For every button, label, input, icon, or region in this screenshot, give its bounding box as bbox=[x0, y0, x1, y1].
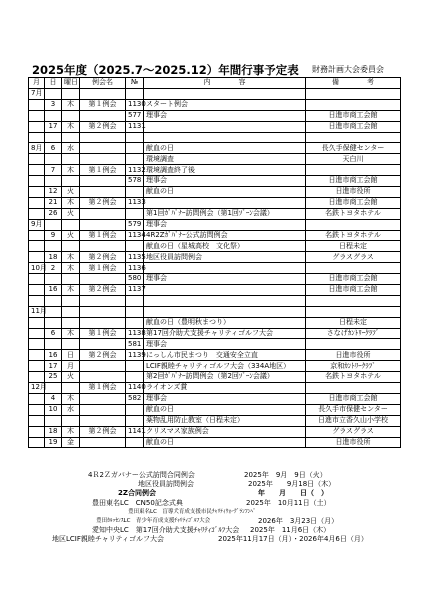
cell-month: 12月 bbox=[29, 383, 45, 394]
table-row bbox=[29, 132, 401, 143]
cell-content: 第1回ｶﾞﾊﾞﾅｰ訪問例会（第1回ｿﾞｰﾝ会議） bbox=[144, 208, 306, 219]
footer-event-date: 2025年 9月 9日（火） bbox=[244, 471, 327, 479]
table-row bbox=[29, 241, 401, 252]
footer-row bbox=[28, 525, 400, 534]
cell-month bbox=[29, 230, 45, 241]
cell-weekday: 水 bbox=[62, 404, 80, 415]
cell-number bbox=[126, 437, 144, 448]
cell-day: 16 bbox=[45, 350, 62, 361]
table-row bbox=[29, 176, 401, 187]
table-row bbox=[29, 383, 401, 394]
cell-content bbox=[144, 132, 306, 143]
cell-content bbox=[144, 285, 306, 296]
footer-events bbox=[28, 470, 400, 544]
table-header bbox=[29, 78, 401, 89]
cell-weekday: 火 bbox=[62, 208, 80, 219]
table-row bbox=[29, 437, 401, 448]
table-row bbox=[29, 404, 401, 415]
col-header-day: 日 bbox=[45, 78, 62, 89]
cell-content: 4R2Zｶﾞﾊﾞﾅｰ公式訪問例会 bbox=[144, 230, 306, 241]
cell-day bbox=[45, 219, 62, 230]
cell-number: 1140 bbox=[126, 383, 144, 394]
cell-month bbox=[29, 99, 45, 110]
cell-number bbox=[126, 241, 144, 252]
footer-event-label: 地区役員訪問例会 bbox=[138, 480, 194, 489]
cell-content: 献血の日 bbox=[144, 187, 306, 198]
cell-meeting: 第１例会 bbox=[80, 99, 126, 110]
cell-remarks: 日進市商工会館 bbox=[306, 197, 401, 208]
cell-remarks: 京和ｶﾝﾄﾘｰｸﾗﾌﾞ bbox=[306, 361, 401, 372]
cell-day: 21 bbox=[45, 197, 62, 208]
footer-row bbox=[28, 488, 400, 497]
cell-weekday bbox=[62, 241, 80, 252]
table-row bbox=[29, 372, 401, 383]
cell-number bbox=[126, 361, 144, 372]
cell-remarks: 名鉄トヨタホテル bbox=[306, 230, 401, 241]
table-row bbox=[29, 274, 401, 285]
footer-row bbox=[28, 470, 400, 479]
cell-content: 献血の日 bbox=[144, 404, 306, 415]
cell-month bbox=[29, 372, 45, 383]
cell-remarks: 日進市商工会館 bbox=[306, 110, 401, 121]
cell-weekday: 月 bbox=[62, 361, 80, 372]
cell-meeting: 第１例会 bbox=[80, 263, 126, 274]
cell-weekday bbox=[62, 339, 80, 350]
cell-day bbox=[45, 383, 62, 394]
cell-remarks bbox=[306, 383, 401, 394]
cell-number: 1138 bbox=[126, 328, 144, 339]
cell-month bbox=[29, 317, 45, 328]
cell-meeting bbox=[80, 208, 126, 219]
cell-content: 第17回介助犬支援チャリティゴルフ大会 bbox=[144, 328, 306, 339]
cell-day: 17 bbox=[45, 361, 62, 372]
col-header-content: 内 容 bbox=[144, 78, 306, 89]
cell-day: 26 bbox=[45, 208, 62, 219]
footer-event-label: 豊田東名LC 盲導犬育成支援市民ﾁｬﾘﾃｨｳｫｰｸﾞﾗﾝﾌﾝﾍﾟ bbox=[128, 508, 256, 515]
cell-remarks bbox=[306, 165, 401, 176]
cell-remarks: 日進市商工会館 bbox=[306, 274, 401, 285]
cell-month: 8月 bbox=[29, 143, 45, 154]
cell-meeting bbox=[80, 176, 126, 187]
cell-weekday bbox=[62, 154, 80, 165]
cell-day: 6 bbox=[45, 328, 62, 339]
cell-month bbox=[29, 426, 45, 437]
col-header-remarks: 備 考 bbox=[306, 78, 401, 89]
cell-content: 理事会 bbox=[144, 339, 306, 350]
footer-event-label: 豊田ｶﾙｯｾﾝｽLC 青少年育成支援ﾁｬﾘﾃｨｺﾞﾙﾌ大会 bbox=[96, 517, 211, 524]
cell-number bbox=[126, 143, 144, 154]
cell-meeting bbox=[80, 143, 126, 154]
cell-month bbox=[29, 208, 45, 219]
cell-day: 3 bbox=[45, 99, 62, 110]
table-row bbox=[29, 165, 401, 176]
cell-remarks: さなげｶﾝﾄﾘｰｸﾗﾌﾞ bbox=[306, 328, 401, 339]
cell-month bbox=[29, 274, 45, 285]
cell-weekday: 木 bbox=[62, 263, 80, 274]
cell-content: 献血の日（星城高校 文化祭） bbox=[144, 241, 306, 252]
footer-event-date: 2025年11月17日（月）・2026年4月6日（月） bbox=[218, 535, 368, 544]
cell-weekday: 火 bbox=[62, 372, 80, 383]
cell-number bbox=[126, 415, 144, 426]
footer-row bbox=[28, 507, 400, 516]
cell-meeting bbox=[80, 154, 126, 165]
cell-meeting: 第１例会 bbox=[80, 230, 126, 241]
cell-month bbox=[29, 437, 45, 448]
cell-meeting: 第２例会 bbox=[80, 121, 126, 132]
cell-month bbox=[29, 121, 45, 132]
cell-day: 17 bbox=[45, 121, 62, 132]
cell-day bbox=[45, 132, 62, 143]
cell-remarks: 日進市役所 bbox=[306, 187, 401, 198]
cell-month: 11月 bbox=[29, 306, 45, 317]
cell-remarks: 日進市商工会館 bbox=[306, 121, 401, 132]
footer-event-label: 地区LCIF親睦チャリティゴルフ大会 bbox=[52, 535, 164, 544]
cell-month bbox=[29, 361, 45, 372]
cell-meeting bbox=[80, 339, 126, 350]
footer-row bbox=[28, 498, 400, 507]
cell-meeting bbox=[80, 437, 126, 448]
cell-content: 地区役員訪問例会 bbox=[144, 252, 306, 263]
cell-content: 理事会 bbox=[144, 110, 306, 121]
cell-weekday: 火 bbox=[62, 187, 80, 198]
cell-content bbox=[144, 263, 306, 274]
cell-meeting: 第２例会 bbox=[80, 350, 126, 361]
cell-meeting bbox=[80, 132, 126, 143]
cell-number bbox=[126, 295, 144, 306]
table-row bbox=[29, 350, 401, 361]
footer-event-date: 2025年 10月11日（土） bbox=[246, 498, 331, 507]
cell-weekday bbox=[62, 306, 80, 317]
cell-remarks: 日進市商工会館 bbox=[306, 285, 401, 296]
cell-meeting bbox=[80, 274, 126, 285]
cell-day bbox=[45, 295, 62, 306]
cell-number bbox=[126, 187, 144, 198]
cell-weekday: 木 bbox=[62, 197, 80, 208]
cell-month bbox=[29, 110, 45, 121]
cell-day bbox=[45, 274, 62, 285]
cell-content: 理事会 bbox=[144, 393, 306, 404]
cell-number: 1136 bbox=[126, 263, 144, 274]
cell-day bbox=[45, 89, 62, 100]
table-row bbox=[29, 208, 401, 219]
cell-number: 1135 bbox=[126, 252, 144, 263]
cell-remarks: 日進市商工会館 bbox=[306, 176, 401, 187]
cell-meeting bbox=[80, 241, 126, 252]
table-row bbox=[29, 187, 401, 198]
cell-remarks bbox=[306, 263, 401, 274]
table-row bbox=[29, 99, 401, 110]
cell-number: 1139 bbox=[126, 350, 144, 361]
cell-month bbox=[29, 285, 45, 296]
cell-content: ライオンズ賞 bbox=[144, 383, 306, 394]
table-row bbox=[29, 426, 401, 437]
cell-month: 10月 bbox=[29, 263, 45, 274]
cell-day: 10 bbox=[45, 404, 62, 415]
committee-name: 財務計画大会委員会 bbox=[312, 65, 384, 74]
cell-number: 1137 bbox=[126, 285, 144, 296]
cell-month: 7月 bbox=[29, 89, 45, 100]
cell-number: 579 bbox=[126, 219, 144, 230]
cell-number: 580 bbox=[126, 274, 144, 285]
cell-number: 1132 bbox=[126, 165, 144, 176]
cell-day: 9 bbox=[45, 230, 62, 241]
cell-meeting: 第１例会 bbox=[80, 165, 126, 176]
cell-remarks bbox=[306, 132, 401, 143]
cell-weekday bbox=[62, 110, 80, 121]
col-header-weekday: 曜日 bbox=[62, 78, 80, 89]
cell-number: 1131 bbox=[126, 121, 144, 132]
cell-number: 577 bbox=[126, 110, 144, 121]
cell-month bbox=[29, 165, 45, 176]
cell-day bbox=[45, 154, 62, 165]
cell-meeting bbox=[80, 306, 126, 317]
cell-remarks: 長久手保健センター bbox=[306, 143, 401, 154]
cell-number: 1133 bbox=[126, 197, 144, 208]
cell-content: 献血の日 bbox=[144, 143, 306, 154]
cell-remarks bbox=[306, 339, 401, 350]
col-header-number: № bbox=[126, 78, 144, 89]
cell-month bbox=[29, 132, 45, 143]
cell-number bbox=[126, 306, 144, 317]
table-row bbox=[29, 154, 401, 165]
cell-weekday bbox=[62, 295, 80, 306]
cell-number bbox=[126, 404, 144, 415]
footer-event-date: 年 月 日（ ） bbox=[258, 489, 328, 498]
cell-content bbox=[144, 121, 306, 132]
cell-meeting: 第２例会 bbox=[80, 252, 126, 263]
cell-content: 献血の日（豊明秋まつり） bbox=[144, 317, 306, 328]
footer-row bbox=[28, 516, 400, 525]
cell-month bbox=[29, 241, 45, 252]
cell-day bbox=[45, 306, 62, 317]
cell-weekday bbox=[62, 274, 80, 285]
table-row bbox=[29, 393, 401, 404]
cell-month bbox=[29, 252, 45, 263]
cell-remarks bbox=[306, 219, 401, 230]
cell-remarks: 名鉄トヨタホテル bbox=[306, 372, 401, 383]
cell-day: 18 bbox=[45, 426, 62, 437]
table-row bbox=[29, 197, 401, 208]
cell-month bbox=[29, 197, 45, 208]
cell-remarks: 天白川 bbox=[306, 154, 401, 165]
table-row bbox=[29, 121, 401, 132]
cell-number bbox=[126, 208, 144, 219]
cell-meeting bbox=[80, 415, 126, 426]
cell-remarks bbox=[306, 295, 401, 306]
cell-remarks: 日進市商工会館 bbox=[306, 393, 401, 404]
cell-number: 1134 bbox=[126, 230, 144, 241]
table-row bbox=[29, 285, 401, 296]
cell-remarks: 日進市役所 bbox=[306, 350, 401, 361]
cell-remarks: 日進市立香久山小学校 bbox=[306, 415, 401, 426]
cell-day: 12 bbox=[45, 187, 62, 198]
cell-day bbox=[45, 110, 62, 121]
cell-content: スタート例会 bbox=[144, 99, 306, 110]
cell-month bbox=[29, 154, 45, 165]
cell-number: 581 bbox=[126, 339, 144, 350]
cell-content: 理事会 bbox=[144, 219, 306, 230]
cell-weekday: 木 bbox=[62, 99, 80, 110]
cell-number: 1130 bbox=[126, 99, 144, 110]
footer-row bbox=[28, 534, 400, 543]
cell-meeting: 第２例会 bbox=[80, 285, 126, 296]
cell-remarks: 名鉄トヨタホテル bbox=[306, 208, 401, 219]
cell-day: 25 bbox=[45, 372, 62, 383]
cell-meeting bbox=[80, 393, 126, 404]
cell-content: 第2回ｶﾞﾊﾞﾅｰ訪問例会（第2回ｿﾞｰﾝ会議） bbox=[144, 372, 306, 383]
page-title: 2025年度（2025.7～2025.12）年間行事予定表 bbox=[32, 63, 299, 77]
cell-remarks: 日程未定 bbox=[306, 317, 401, 328]
cell-day bbox=[45, 415, 62, 426]
cell-day: 6 bbox=[45, 143, 62, 154]
cell-day: 16 bbox=[45, 285, 62, 296]
cell-meeting bbox=[80, 372, 126, 383]
cell-remarks: 長久手市保健センター bbox=[306, 404, 401, 415]
cell-day: 7 bbox=[45, 165, 62, 176]
cell-remarks bbox=[306, 306, 401, 317]
cell-content: 理事会 bbox=[144, 274, 306, 285]
cell-month: 9月 bbox=[29, 219, 45, 230]
cell-content: 献血の日 bbox=[144, 437, 306, 448]
cell-meeting bbox=[80, 187, 126, 198]
cell-meeting: 第１例会 bbox=[80, 328, 126, 339]
footer-event-label: 愛知中央LC 第17回介助犬支援ﾁｬﾘﾃｨｺﾞﾙﾌ大会 bbox=[92, 526, 240, 535]
cell-day: 4 bbox=[45, 393, 62, 404]
table-row bbox=[29, 328, 401, 339]
cell-content: 薬物乱用防止教室（日程未定） bbox=[144, 415, 306, 426]
cell-meeting bbox=[80, 110, 126, 121]
cell-weekday: 火 bbox=[62, 230, 80, 241]
cell-weekday bbox=[62, 415, 80, 426]
cell-content: LCIF親睦チャリティゴルフ大会（334A地区） bbox=[144, 361, 306, 372]
cell-weekday: 木 bbox=[62, 165, 80, 176]
cell-day bbox=[45, 317, 62, 328]
cell-remarks: グラスグラス bbox=[306, 426, 401, 437]
footer-row bbox=[28, 479, 400, 488]
cell-weekday: 木 bbox=[62, 328, 80, 339]
cell-content bbox=[144, 197, 306, 208]
cell-weekday: 日 bbox=[62, 350, 80, 361]
cell-remarks bbox=[306, 99, 401, 110]
footer-event-date: 2025年 9月18日（木） bbox=[248, 480, 336, 489]
cell-weekday bbox=[62, 176, 80, 187]
cell-meeting bbox=[80, 89, 126, 100]
cell-meeting bbox=[80, 361, 126, 372]
cell-weekday bbox=[62, 219, 80, 230]
cell-day: 2 bbox=[45, 263, 62, 274]
cell-weekday: 木 bbox=[62, 121, 80, 132]
cell-content: クリスマス家族例会 bbox=[144, 426, 306, 437]
table-row bbox=[29, 219, 401, 230]
footer-event-label: 4Ｒ2Ｚガバナー公式訪問合同例会 bbox=[88, 471, 195, 479]
cell-weekday: 木 bbox=[62, 426, 80, 437]
table-row bbox=[29, 230, 401, 241]
table-row bbox=[29, 263, 401, 274]
cell-meeting: 第２例会 bbox=[80, 197, 126, 208]
cell-meeting bbox=[80, 219, 126, 230]
cell-remarks: 日程未定 bbox=[306, 241, 401, 252]
table-row bbox=[29, 415, 401, 426]
cell-content bbox=[144, 89, 306, 100]
table-row bbox=[29, 143, 401, 154]
cell-weekday bbox=[62, 317, 80, 328]
cell-month bbox=[29, 350, 45, 361]
table-row bbox=[29, 361, 401, 372]
cell-number bbox=[126, 372, 144, 383]
cell-month bbox=[29, 393, 45, 404]
cell-day: 18 bbox=[45, 252, 62, 263]
table-row bbox=[29, 110, 401, 121]
cell-weekday: 金 bbox=[62, 437, 80, 448]
col-header-meeting: 例会名 bbox=[80, 78, 126, 89]
cell-meeting bbox=[80, 404, 126, 415]
table-row bbox=[29, 317, 401, 328]
cell-day bbox=[45, 241, 62, 252]
footer-event-label: 豊田東名LC CN50記念式典 bbox=[92, 498, 183, 507]
cell-number bbox=[126, 317, 144, 328]
cell-content bbox=[144, 306, 306, 317]
table-row bbox=[29, 339, 401, 350]
footer-event-label: 2Z合同例会 bbox=[118, 489, 156, 498]
cell-day: 19 bbox=[45, 437, 62, 448]
footer-event-date: 2025年 11月6日（木） bbox=[250, 526, 331, 535]
cell-weekday: 木 bbox=[62, 252, 80, 263]
cell-number bbox=[126, 89, 144, 100]
cell-meeting bbox=[80, 317, 126, 328]
cell-number: 1141 bbox=[126, 426, 144, 437]
cell-day bbox=[45, 339, 62, 350]
cell-number: 582 bbox=[126, 393, 144, 404]
cell-weekday: 木 bbox=[62, 285, 80, 296]
cell-content: 理事会 bbox=[144, 176, 306, 187]
table-row bbox=[29, 89, 401, 100]
cell-month bbox=[29, 339, 45, 350]
cell-number bbox=[126, 154, 144, 165]
footer-event-date: 2026年 3月23日（月） bbox=[258, 516, 339, 525]
cell-content bbox=[144, 295, 306, 306]
table-row bbox=[29, 306, 401, 317]
cell-month bbox=[29, 328, 45, 339]
cell-day bbox=[45, 176, 62, 187]
cell-weekday bbox=[62, 132, 80, 143]
cell-meeting bbox=[80, 295, 126, 306]
cell-meeting: 第１例会 bbox=[80, 383, 126, 394]
cell-number: 578 bbox=[126, 176, 144, 187]
cell-weekday: 水 bbox=[62, 143, 80, 154]
cell-month bbox=[29, 415, 45, 426]
cell-month bbox=[29, 295, 45, 306]
cell-remarks: 日進市役所 bbox=[306, 437, 401, 448]
cell-month bbox=[29, 404, 45, 415]
cell-weekday: 木 bbox=[62, 393, 80, 404]
cell-remarks bbox=[306, 89, 401, 100]
cell-month bbox=[29, 176, 45, 187]
schedule-table bbox=[28, 77, 401, 448]
table-row bbox=[29, 295, 401, 306]
cell-remarks: グラスグラス bbox=[306, 252, 401, 263]
cell-content: にっしん市民まつり 交通安全立直 bbox=[144, 350, 306, 361]
col-header-month: 月 bbox=[29, 78, 45, 89]
cell-content: 環境調査 bbox=[144, 154, 306, 165]
cell-month bbox=[29, 187, 45, 198]
cell-weekday bbox=[62, 89, 80, 100]
table-row bbox=[29, 252, 401, 263]
cell-content: 環境調査終了後 bbox=[144, 165, 306, 176]
cell-number bbox=[126, 132, 144, 143]
cell-meeting: 第２例会 bbox=[80, 426, 126, 437]
cell-weekday bbox=[62, 383, 80, 394]
